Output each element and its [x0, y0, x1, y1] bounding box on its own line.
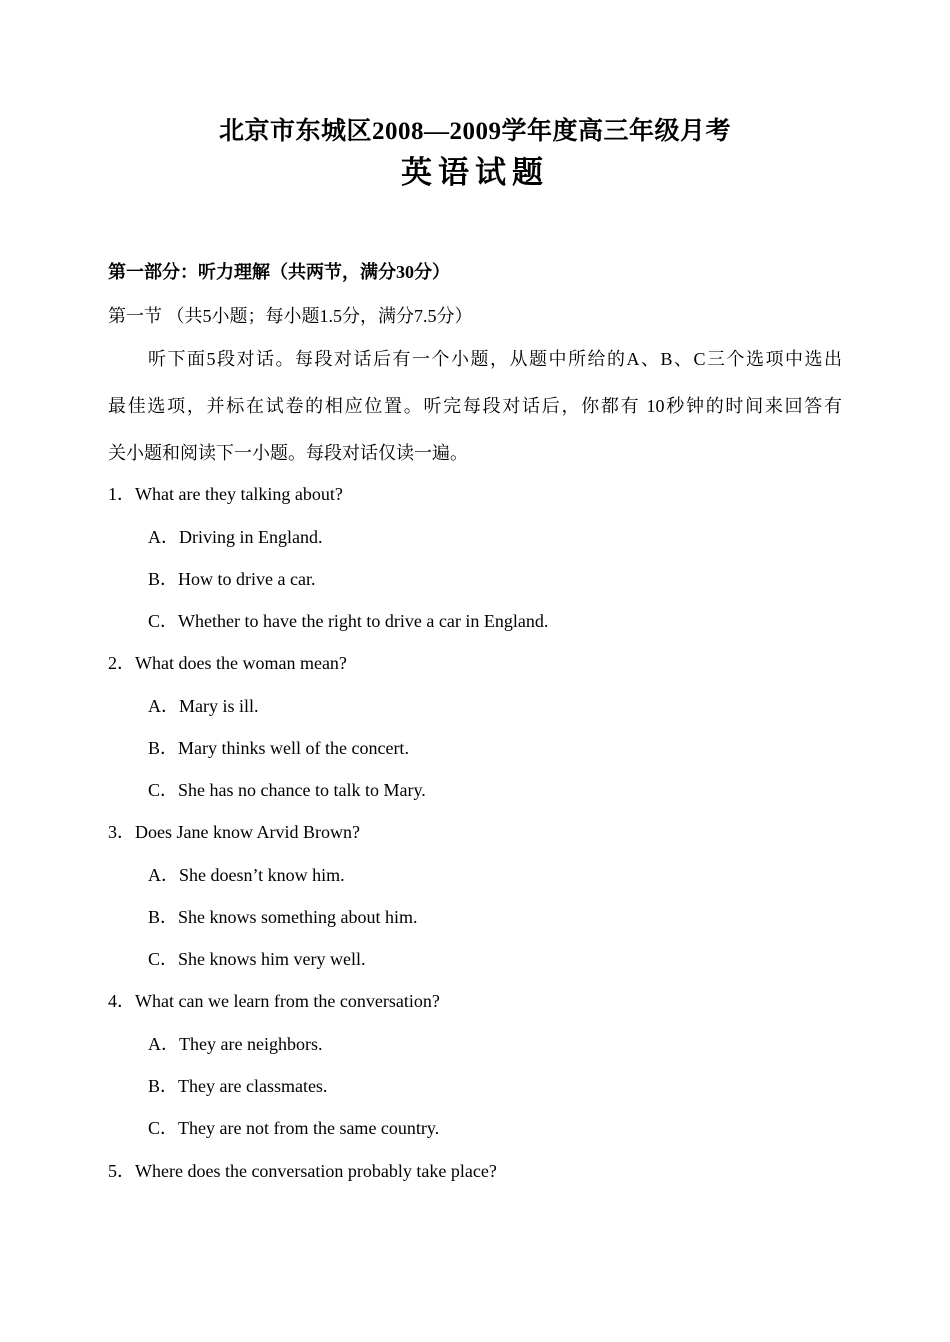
- question-1-option-a: A．Driving in England.: [148, 527, 323, 547]
- question-3-option-a: A．She doesn’t know him.: [148, 865, 345, 885]
- instructions-line-2: 最佳选项，并标在试卷的相应位置。听完每段对话后，你都有 10秒钟的时间来回答有: [108, 396, 842, 416]
- question-5: 5．Where does the conversation probably take place?: [108, 1161, 497, 1181]
- question-4-option-a: A．They are neighbors.: [148, 1034, 323, 1054]
- exam-subtitle: 英语试题: [401, 155, 549, 190]
- question-4-option-b: B．They are classmates.: [148, 1076, 328, 1096]
- instructions-line-3: 关小题和阅读下一小题。每段对话仅读一遍。: [108, 443, 468, 463]
- question-3: 3．Does Jane know Arvid Brown?: [108, 822, 360, 842]
- question-1: 1．What are they talking about?: [108, 484, 343, 504]
- section-heading: 第一节 （共5小题；每小题1.5分，满分7.5分）: [108, 306, 473, 326]
- question-1-option-c: C．Whether to have the right to drive a car in England.: [148, 611, 549, 631]
- instructions-line-1: 听下面5段对话。每段对话后有一个小题，从题中所给的A、B、C三个选项中选出: [148, 349, 842, 369]
- question-3-option-c: C．She knows him very well.: [148, 949, 366, 969]
- question-4: 4．What can we learn from the conversation?: [108, 991, 440, 1011]
- question-2-option-c: C．She has no chance to talk to Mary.: [148, 780, 426, 800]
- exam-title: 北京市东城区2008—2009学年度高三年级月考: [218, 118, 731, 145]
- part-heading: 第一部分：听力理解（共两节，满分30分）: [108, 262, 450, 282]
- question-2-option-b: B．Mary thinks well of the concert.: [148, 738, 409, 758]
- question-4-option-c: C．They are not from the same country.: [148, 1118, 440, 1138]
- question-2: 2．What does the woman mean?: [108, 653, 347, 673]
- question-1-option-b: B．How to drive a car.: [148, 569, 316, 589]
- question-3-option-b: B．She knows something about him.: [148, 907, 418, 927]
- question-2-option-a: A．Mary is ill.: [148, 696, 259, 716]
